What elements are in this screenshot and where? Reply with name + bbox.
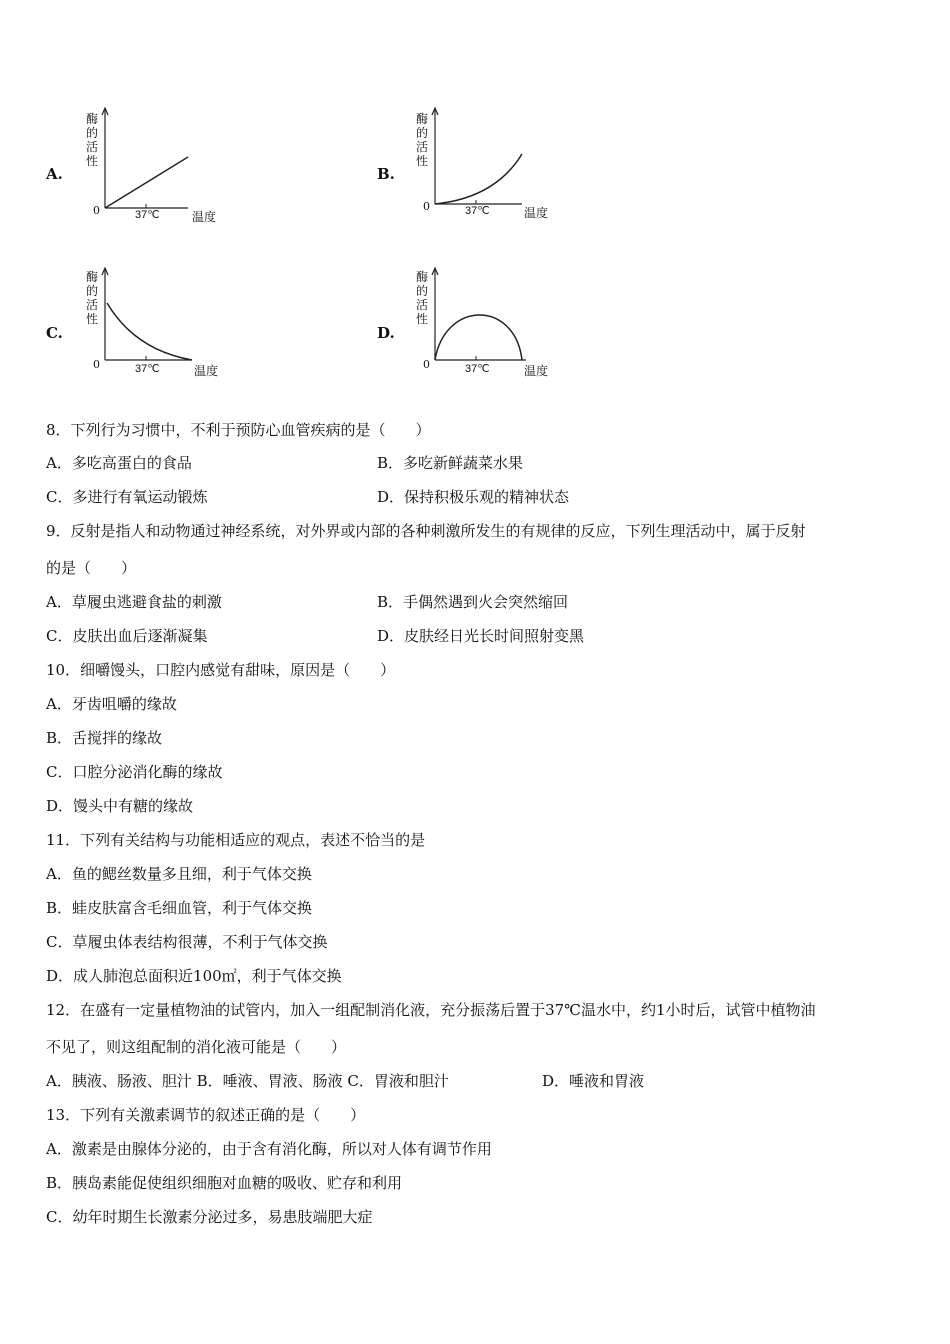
q8-option-a: A．多吃高蛋白的食品 — [46, 454, 192, 472]
q11-stem: 11．下列有关结构与功能相适应的观点，表述不恰当的是 — [46, 831, 426, 849]
graph-c-ylabel: 酶 的 活 性 — [85, 270, 98, 326]
q8-option-b: B．多吃新鲜蔬菜水果 — [377, 454, 524, 472]
graph-b-ylabel: 酶 的 活 性 — [415, 112, 428, 168]
graph-d-zero: 0 — [423, 358, 430, 371]
q11-option-d: D．成人肺泡总面积近100㎡，利于气体交换 — [46, 967, 342, 985]
q10-option-d: D．馒头中有糖的缘故 — [46, 797, 194, 815]
q8-stem: 8．下列行为习惯中，不利于预防心血管疾病的是（ ） — [46, 421, 431, 439]
q12-option-d: D．唾液和胃液 — [542, 1072, 645, 1090]
graph-c — [80, 260, 280, 390]
graph-d-tick: 37℃ — [465, 363, 490, 375]
q13-option-c: C．幼年时期生长激素分泌过多，易患肢端肥大症 — [46, 1208, 373, 1226]
option-c-letter: C. — [46, 324, 63, 342]
q13-stem: 13．下列有关激素调节的叙述正确的是（ ） — [46, 1106, 366, 1124]
q12-options-abc: A．胰液、肠液、胆汁 B．唾液、胃液、肠液 C．胃液和胆汁 — [46, 1072, 449, 1090]
q10-option-c: C．口腔分泌消化酶的缘故 — [46, 763, 223, 781]
graph-c-tick: 37℃ — [135, 363, 160, 375]
graph-a-xlabel: 温度 — [192, 210, 217, 224]
graph-a-tick: 37℃ — [135, 209, 160, 221]
q13-option-b: B．胰岛素能促使组织细胞对血糖的吸收、贮存和利用 — [46, 1174, 403, 1192]
graph-a-zero: 0 — [93, 204, 100, 217]
graph-a-ylabel: 酶 的 活 性 — [85, 112, 98, 168]
q9-stem-line1: 9．反射是指人和动物通过神经系统，对外界或内部的各种刺激所发生的有规律的反应，下列生理活动中，属于反射 — [46, 522, 806, 540]
option-d-letter: D. — [377, 324, 395, 342]
q9-option-d: D．皮肤经日光长时间照射变黑 — [377, 627, 585, 645]
graph-d-curve — [435, 315, 522, 360]
graph-c-plot — [80, 260, 280, 390]
graph-a-plot — [80, 100, 280, 230]
graph-b — [410, 100, 610, 230]
q9-stem-line2: 的是（ ） — [46, 559, 137, 577]
q8-option-c: C．多进行有氧运动锻炼 — [46, 488, 208, 506]
q10-stem: 10．细嚼馒头，口腔内感觉有甜味，原因是（ ） — [46, 661, 396, 679]
graph-a — [80, 100, 280, 230]
graph-b-tick: 37℃ — [465, 205, 490, 217]
q8-option-d: D．保持积极乐观的精神状态 — [377, 488, 570, 506]
q11-option-a: A．鱼的鳃丝数量多且细，利于气体交换 — [46, 865, 312, 883]
q10-option-b: B．舌搅拌的缘故 — [46, 729, 163, 747]
q9-option-b: B．手偶然遇到火会突然缩回 — [377, 593, 569, 611]
q12-stem-line2: 不见了，则这组配制的消化液可能是（ ） — [46, 1038, 347, 1056]
q11-option-c: C．草履虫体表结构很薄，不利于气体交换 — [46, 933, 328, 951]
option-a-letter: A. — [46, 165, 63, 183]
graph-d-plot — [410, 260, 610, 390]
q9-option-a: A．草履虫逃避食盐的刺激 — [46, 593, 222, 611]
q9-option-c: C．皮肤出血后逐渐凝集 — [46, 627, 208, 645]
graph-b-xlabel: 温度 — [524, 206, 549, 220]
graph-c-curve — [107, 303, 192, 360]
graph-b-zero: 0 — [423, 200, 430, 213]
graph-d-ylabel: 酶 的 活 性 — [415, 270, 428, 326]
q11-option-b: B．蛙皮肤富含毛细血管，利于气体交换 — [46, 899, 313, 917]
graph-d — [410, 260, 610, 390]
q13-option-a: A．激素是由腺体分泌的，由于含有消化酶，所以对人体有调节作用 — [46, 1140, 492, 1158]
q10-option-a: A．牙齿咀嚼的缘故 — [46, 695, 177, 713]
graph-d-xlabel: 温度 — [524, 364, 549, 378]
graph-a-curve — [105, 157, 188, 208]
option-b-letter: B. — [377, 165, 395, 183]
q12-stem-line1: 12．在盛有一定量植物油的试管内，加入一组配制消化液，充分振荡后置于37℃温水中，约1小时后，试管中植物油 — [46, 1001, 816, 1019]
graph-c-xlabel: 温度 — [194, 364, 219, 378]
graph-b-plot — [410, 100, 610, 230]
graph-c-zero: 0 — [93, 358, 100, 371]
graph-b-curve — [435, 154, 522, 204]
